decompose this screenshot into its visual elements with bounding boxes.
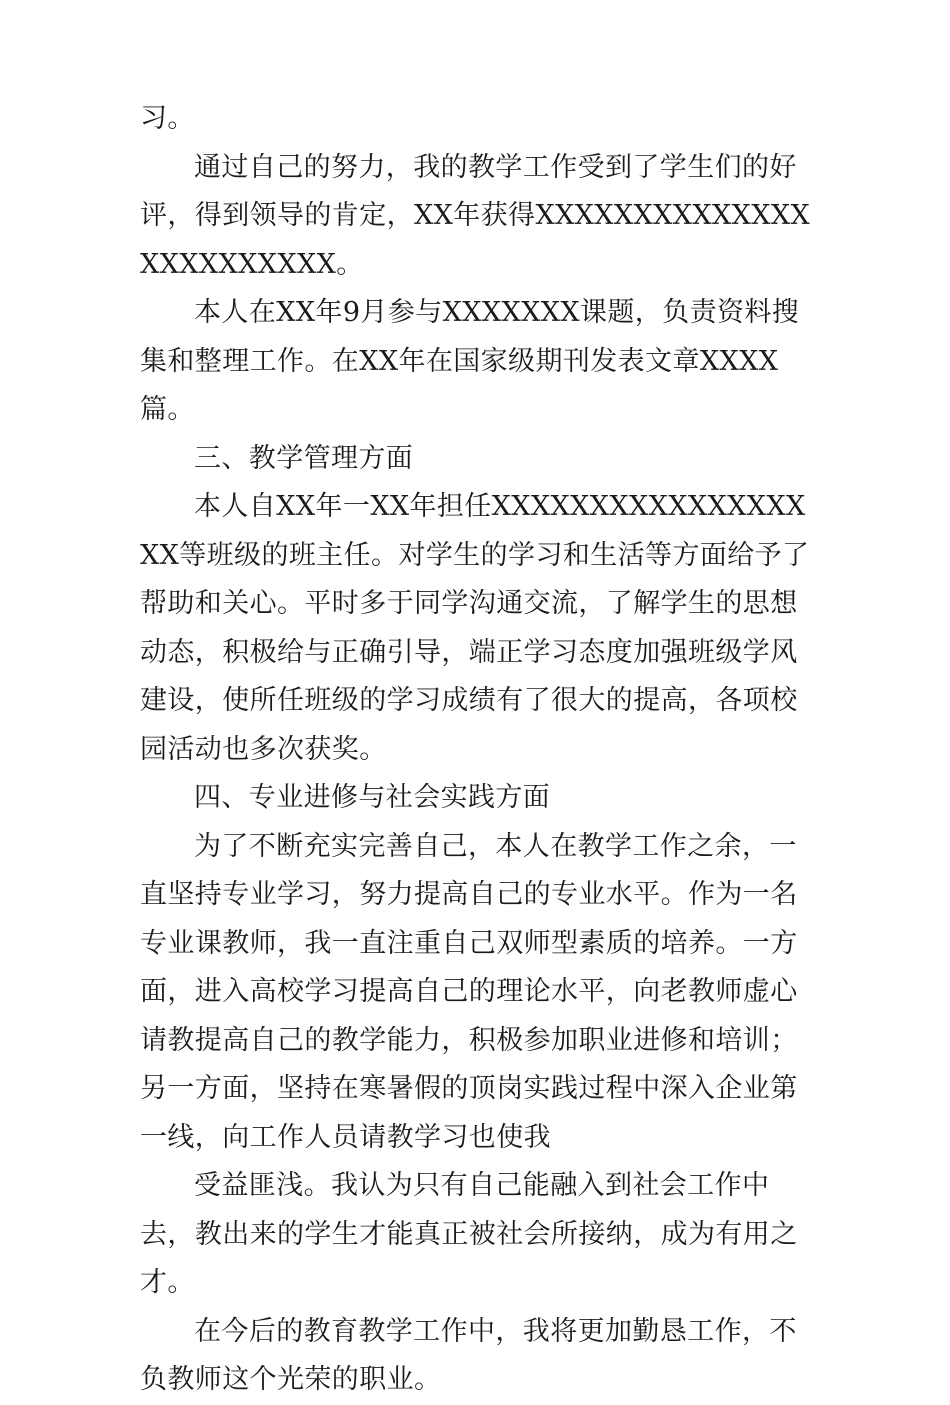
document-body: [140, 95, 812, 1405]
paragraph-5: 为了不断充实完善自己，本人在教学工作之余，一直坚持专业学习，努力提高自己的专业水平。作为一名专业课教师，我一直注重自己双师型素质的培养。一方面，进入高校学习提高自己的理论水平，向老教师虚心请教提高自己的教学能力，积极参加职业进修和培训；另一方面，坚持在寒暑假的顶岗实践过程中深入企业第一线，向工作人员请教学习也使我: [140, 830, 798, 1153]
section-heading-4: 四、专业进修与社会实践方面: [194, 782, 551, 813]
paragraph-3: 本人在XX年9月参与XXXXXXX课题，负责资料搜集和整理工作。在XX年在国家级期刊发表文章XXXX篇。: [140, 297, 800, 425]
paragraph-2: 通过自己的努力，我的教学工作受到了学生们的好评，得到领导的肯定，XX年获得XXXXXXXXXXXXXXXXXXXXXXXX。: [140, 151, 811, 280]
paragraph-7: 在今后的教育教学工作中，我将更加勤恳工作，不负教师这个光荣的职业。: [140, 1315, 797, 1395]
paragraph-4: 本人自XX年一XX年担任XXXXXXXXXXXXXXXXXX等班级的班主任。对学生的学习和生活等方面给予了帮助和关心。平时多于同学沟通交流，了解学生的思想动态，积极给与正确引导，端正学习态度加强班级学风建设，使所任班级的学习成绩有了很大的提高，各项校园活动也多次获奖。: [140, 491, 810, 765]
section-heading-3: 三、教学管理方面: [194, 442, 414, 474]
paragraph-1: 习。: [140, 103, 195, 134]
paragraph-6: 受益匪浅。我认为只有自己能融入到社会工作中去，教出来的学生才能真正被社会所接纳，成为有用之才。: [140, 1170, 798, 1298]
